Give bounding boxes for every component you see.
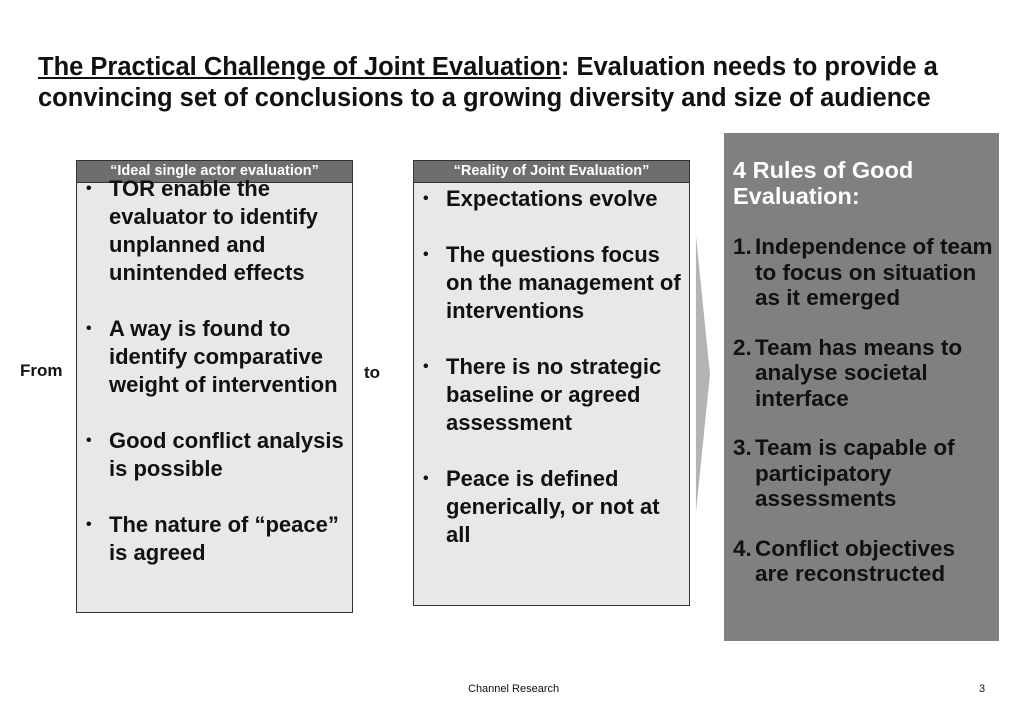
slide-title [38, 52, 998, 114]
ideal-bullet-list [77, 175, 347, 567]
rule-item: 1. Independence of team to focus on situation as it emerged [733, 234, 993, 310]
to-label: to [364, 363, 381, 382]
title-rest: : Evaluation needs to provide a convincing set of conclusions to a growing diversity and size of audience [38, 53, 938, 112]
list-item: • There is no strategic baseline or agreed assessment [423, 354, 662, 435]
reality-evaluation-box [413, 160, 690, 606]
reality-bullet-list [414, 185, 686, 549]
page-number: 3 [979, 683, 986, 695]
bullet-icon: • [423, 190, 429, 207]
bullet-icon: • [423, 470, 429, 487]
title-underlined: The Practical Challenge of Joint Evaluation [38, 53, 561, 81]
rules-panel [724, 133, 999, 641]
rule-item: 3. Team is capable of participatory assessments [733, 435, 955, 511]
rules-list [733, 234, 995, 587]
list-item: • Good conflict analysis is possible [86, 428, 344, 481]
reality-box-header: “Reality of Joint Evaluation” [414, 161, 689, 183]
from-label: From [20, 361, 63, 380]
ideal-evaluation-box [76, 160, 353, 613]
bullet-icon: • [423, 358, 429, 375]
list-item: • Expectations evolve [423, 186, 658, 211]
list-item: • The questions focus on the management of interventions [423, 242, 681, 323]
rule-item: 2. Team has means to analyse societal interface [733, 334, 963, 411]
list-item: • Peace is defined generically, or not at all [423, 466, 660, 547]
rules-title: 4 Rules of Good Evaluation: [733, 157, 914, 209]
bullet-icon: • [86, 320, 92, 337]
list-item: • The nature of “peace” is agreed [86, 512, 339, 565]
list-item: • TOR enable the evaluator to identify unplanned and unintended effects [86, 176, 319, 285]
ideal-box-header: “Ideal single actor evaluation” [77, 161, 352, 183]
bullet-icon: • [423, 246, 429, 263]
arrow-right-icon [694, 236, 714, 512]
rule-item: 4. Conflict objectives are reconstructed [733, 535, 956, 586]
list-item: • A way is found to identify comparative weight of intervention [86, 316, 338, 397]
bullet-icon: • [86, 516, 92, 533]
bullet-icon: • [86, 432, 92, 449]
bullet-icon: • [86, 180, 92, 197]
footer-org: Channel Research [468, 683, 560, 695]
